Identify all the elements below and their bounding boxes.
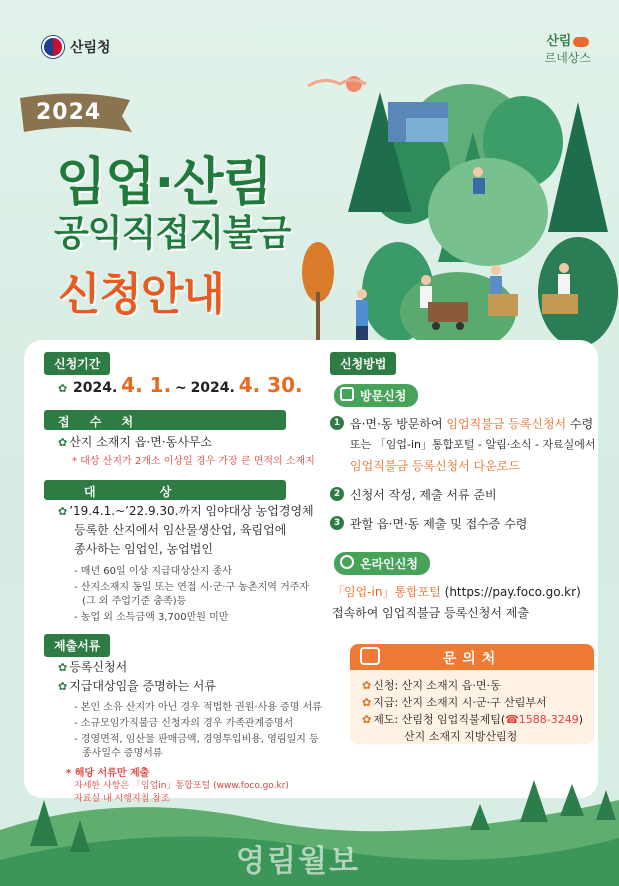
inquiry-r3-text-a: : 산림청 임업직불제팀(: [394, 713, 506, 726]
brand-line1: 산림: [546, 34, 572, 49]
brand-dot-icon: [573, 37, 589, 47]
office-line: [58, 433, 212, 450]
office-text: 산지 소재지 읍·면·동사무소: [69, 435, 212, 449]
inquiry-row1: [362, 677, 501, 693]
docs-item1-text: 등록신청서: [69, 660, 128, 674]
inquiry-phone: ☎1588-3249: [505, 713, 579, 726]
flower-icon: ✿: [58, 680, 68, 693]
org-logo: [42, 36, 111, 58]
target-bullet2a: - 산지소재지 동일 또는 연접 시·군·구 농촌지역 거주자: [74, 582, 310, 593]
forest-illustration: [288, 62, 619, 352]
docs-note3: 자료실 내 시행지침 참조: [74, 794, 170, 804]
step2-line: 신청서 작성, 제출 서류 준비: [350, 488, 497, 502]
step1-line-b: 또는 「임업-in」통합포털 - 알림·소식 - 자료실에서: [350, 438, 596, 451]
flower-icon: ✿: [58, 505, 68, 518]
inquiry-title: 문의처: [442, 651, 502, 667]
online-label: 온라인신청: [360, 557, 418, 571]
office-header: 접 수 처: [58, 415, 142, 429]
step1-line-c: 임업직불금 등록신청서 다운로드: [350, 459, 520, 473]
target-text1: ’19.4.1.~’22.9.30.까지 임야대상 농업경영체: [69, 504, 314, 518]
office-note: * 대상 산지가 2개소 이상일 경우 가장 큰 면적의 소재지: [72, 456, 315, 467]
period-end-date: 4. 30.: [238, 373, 303, 397]
globe-icon: [340, 555, 354, 569]
step2-number: 2: [330, 487, 344, 501]
taegeuk-icon: [42, 36, 64, 58]
step1-a2: 임업직불금 등록신청서: [446, 417, 567, 431]
period-line: [58, 373, 303, 397]
inquiry-r1-label: 신청: [373, 679, 395, 692]
flower-icon: ✿: [58, 382, 68, 395]
target-header-bar: [44, 480, 286, 500]
docs-sub3a: - 경영면적, 임산물 판매금액, 경영투입비용, 영림일지 등: [74, 734, 319, 745]
docs-item2-text: 지급대상임을 증명하는 서류: [69, 679, 216, 693]
online-line1: [332, 583, 581, 600]
flower-icon: ✿: [362, 679, 372, 692]
inquiry-row2: [362, 694, 547, 710]
target-line2: 등록한 산지에서 임산물생산업, 육림업에: [74, 523, 287, 537]
docs-note1: * 해당 서류만 제출: [66, 768, 150, 779]
online-portal-url: (https://pay.foco.go.kr): [440, 585, 581, 599]
step1-a1: 읍·면·동 방문하여: [350, 417, 447, 431]
method-header: 신청방법: [330, 352, 396, 375]
step1-a3: 수령: [566, 417, 594, 431]
docs-sub1: - 본인 소유 산지가 아닌 경우 적법한 권원·사용 증명 서류: [74, 702, 322, 713]
step3-number: 3: [330, 516, 344, 530]
inquiry-box: [350, 644, 594, 744]
watermark: 영림월보: [236, 844, 360, 879]
period-separator: ~: [175, 380, 187, 396]
visit-label: 방문신청: [360, 389, 407, 403]
flower-icon: ✿: [58, 661, 68, 674]
docs-item2: [58, 677, 216, 694]
period-header: 신청기간: [44, 352, 110, 375]
step1-line-a: [350, 415, 593, 432]
flower-icon: ✿: [362, 696, 372, 709]
docs-sub3b: 종사일수 증명서류: [82, 748, 163, 759]
inquiry-r3-text-b: ): [578, 713, 584, 726]
target-bullet2b: (그 외 주업기준 충족)등: [82, 596, 187, 607]
step1-number: 1: [330, 416, 344, 430]
inquiry-row4: 산지 소재지 지방산림청: [404, 730, 518, 743]
online-portal-name: 「임업-in」통합포털: [332, 585, 441, 599]
period-start-date: 4. 1.: [121, 373, 172, 397]
title-line1: 임업·산림: [56, 153, 272, 213]
target-header: 대 상: [84, 485, 202, 499]
brand-line2: 르네상스: [544, 51, 591, 65]
inquiry-r2-label: 지급: [373, 696, 395, 709]
target-bullet1: - 매년 60일 이상 지급대상산지 종사: [74, 566, 232, 577]
content-card: [24, 340, 598, 804]
online-line2: 접속하여 임업직불금 등록신청서 제출: [332, 606, 529, 620]
period-start-prefix: 2024.: [73, 380, 118, 396]
building-icon: [340, 387, 354, 401]
org-logo-text: 산림청: [70, 40, 111, 56]
target-line1: [58, 502, 314, 519]
docs-note2: 자세한 사항은 「임업in」통합포털 (www.foco.go.kr): [74, 781, 289, 791]
inquiry-r3-label: 제도: [373, 713, 395, 726]
inquiry-r2-text: : 산지 소재지 시·군·구 산림부서: [394, 696, 547, 709]
inquiry-r1-text: : 산지 소재지 읍·면·동: [394, 679, 501, 692]
inquiry-row3: [362, 711, 583, 727]
docs-item1: [58, 658, 127, 675]
title-line2: 공익직접지불금: [54, 213, 291, 254]
flower-icon: ✿: [362, 713, 372, 726]
visit-pill: [334, 384, 418, 407]
title-year: 2024: [36, 100, 102, 125]
flower-icon: ✿: [58, 436, 68, 449]
period-end-prefix: 2024.: [190, 380, 235, 396]
docs-sub2: - 소규모임가직불금 신청자의 경우 가족관계증명서: [74, 718, 294, 729]
step3-line: 관할 읍·면·동 제출 및 접수증 수령: [350, 517, 528, 531]
target-bullet3: - 농업 외 소득금액 3,700만원 미만: [74, 612, 229, 623]
docs-header: 제출서류: [44, 634, 110, 657]
title-line3: 신청안내: [58, 269, 225, 320]
target-line3: 종사하는 임업인, 농업법인: [74, 542, 213, 556]
brand-logo: [545, 30, 591, 66]
online-pill: [334, 552, 430, 575]
office-header-bar: [44, 410, 286, 430]
